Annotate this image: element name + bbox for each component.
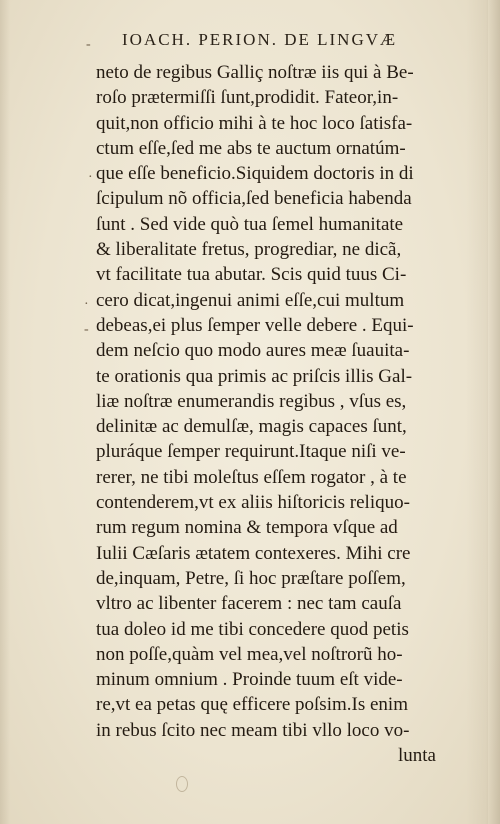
- text-line: ſunt . Sed vide quò tua ſemel humanitate: [96, 213, 404, 235]
- ink-bleed: [466, 0, 488, 824]
- text-line: vt facilitate tua abutar. Scis quid tuus Ci-: [96, 264, 407, 286]
- text-line: te orationis qua primis ac priſcis illis Gal-: [96, 365, 413, 387]
- text-line: minum omnium . Proinde tuum eſt vide-: [96, 669, 403, 691]
- margin-mark: ·: [84, 297, 89, 312]
- text-line: dem neſcio quo modo aures meæ ſuauita-: [96, 340, 410, 362]
- text-line: de,inquam, Petre, ſi hoc præſtare poſſem,: [96, 567, 406, 589]
- text-line: que eſſe beneficio.Siquidem doctoris in di: [96, 163, 414, 185]
- text-line: cero dicat,ingenui animi eſſe,cui multum: [96, 289, 405, 311]
- catchword: lunta: [398, 745, 436, 767]
- text-line: pluráque ſemper requirunt.Itaque niſi ve-: [96, 441, 406, 463]
- text-line: rerer, ne tibi moleſtus eſſem rogator , à te: [96, 466, 407, 488]
- margin-mark: -: [84, 322, 89, 337]
- text-line: quit,non officio mihi à te hoc loco ſatisfa-: [96, 112, 413, 134]
- body-text: [96, 60, 436, 768]
- text-line: roſo prætermiſſi ſunt,prodidit. Fateor,in-: [96, 87, 399, 109]
- text-line: non poſſe,quàm vel mea,vel noſtrorũ ho-: [96, 643, 403, 665]
- text-line: & liberalitate fretus, progrediar, ne dicã,: [96, 239, 402, 261]
- page-edge-shadow: [486, 0, 500, 824]
- text-line: ctum eſſe,ſed me abs te auctum ornatúm-: [96, 137, 406, 159]
- text-line: vltro ac libenter facerem : nec tam cauſa: [96, 593, 402, 615]
- text-line: debeas,ei plus ſemper velle debere . Equi-: [96, 314, 414, 336]
- text-line: tua doleo id me tibi concedere quod petis: [96, 618, 409, 640]
- text-line: Iulii Cæſaris ætatem contexeres. Mihi cre: [96, 542, 411, 564]
- text-line: contenderem,vt ex aliis hiſtoricis reliquo-: [96, 492, 410, 514]
- page-gutter-shadow: [0, 0, 10, 824]
- text-line: delinitæ ac demulſæ, magis capaces ſunt,: [96, 416, 407, 438]
- running-head: IOACH. PERION. DE LINGVÆ: [122, 30, 398, 49]
- text-line: rum regum nomina & tempora vſque ad: [96, 517, 398, 539]
- text-line: in rebus ſcito nec meam tibi vllo loco vo-: [96, 719, 410, 741]
- bleed-through-mark: [176, 776, 188, 792]
- text-line: re,vt ea petas quę efficere poſsim.Is enim: [96, 694, 408, 716]
- margin-mark: ·: [88, 170, 93, 185]
- margin-mark: -: [86, 37, 91, 52]
- text-line: ſcipulum nõ officia,ſed beneficia habenda: [96, 188, 412, 210]
- text-line: liæ noſtræ enumerandis regibus , vſus es,: [96, 390, 407, 412]
- text-line: neto de regibus Galliç noſtræ iis qui à Be-: [96, 62, 414, 83]
